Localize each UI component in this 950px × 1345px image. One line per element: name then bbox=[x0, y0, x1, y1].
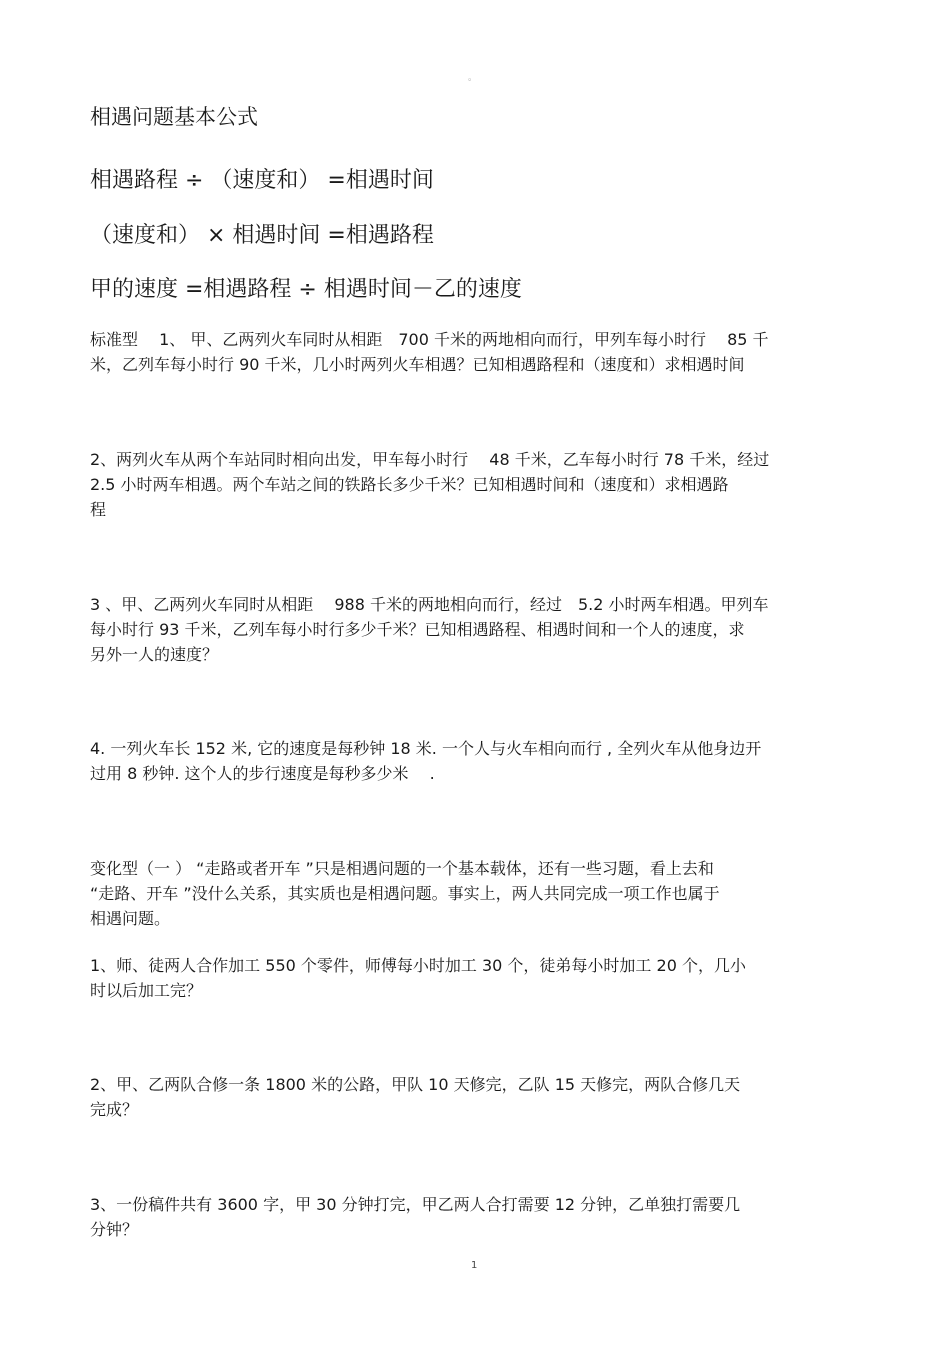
page-number: 1 bbox=[471, 1260, 478, 1271]
problem-line: 分钟？ bbox=[90, 1220, 139, 1239]
standard-problem-1 bbox=[90, 327, 860, 377]
problem-line: 2、甲、乙两队合修一条 1800 米的公路，甲队 10 天修完，乙队 15 天修完，两队合修几天 bbox=[90, 1075, 741, 1094]
variation-problem-3 bbox=[90, 1192, 860, 1242]
problem-line: 时以后加工完？ bbox=[90, 981, 203, 1000]
formula-speed-of-a: 甲的速度 =相遇路程 ÷ 相遇时间－乙的速度 bbox=[90, 277, 522, 302]
problem-line: 3、一份稿件共有 3600 字，甲 30 分钟打完，甲乙两人合打需要 12 分钟，乙单独打需要几 bbox=[90, 1195, 741, 1214]
variation-intro bbox=[90, 856, 860, 931]
problem-line: 每小时行 93 千米，乙列车每小时行多少千米？已知相遇路程、相遇时间和一个人的速度，求 bbox=[90, 620, 745, 639]
standard-problem-2 bbox=[90, 447, 860, 522]
problem-line: “走路、开车 ”没什么关系，其实质也是相遇问题。事实上，两人共同完成一项工作也属于 bbox=[90, 884, 720, 903]
problem-line: 相遇问题。 bbox=[90, 909, 171, 928]
document-title: 相遇问题基本公式 bbox=[90, 105, 258, 129]
problem-line: 标准型 1、 甲、乙两列火车同时从相距 700 千米的两地相向而行，甲列车每小时行 85 千 bbox=[90, 330, 769, 349]
problem-line: 变化型（一 ） “走路或者开车 ”只是相遇问题的一个基本载体，还有一些习题，看上去和 bbox=[90, 859, 714, 878]
formula-meeting-time: 相遇路程 ÷ （速度和） =相遇时间 bbox=[90, 168, 434, 193]
formula-meeting-distance: （速度和） × 相遇时间 =相遇路程 bbox=[90, 223, 434, 248]
problem-line: 2、两列火车从两个车站同时相向出发，甲车每小时行 48 千米，乙车每小时行 78 千米，经过 bbox=[90, 450, 770, 469]
problem-line: 过用 8 秒钟. 这个人的步行速度是每秒多少米 . bbox=[90, 764, 435, 783]
standard-problem-4 bbox=[90, 736, 860, 786]
top-mark: 。 bbox=[468, 73, 478, 83]
standard-problem-3 bbox=[90, 592, 860, 667]
problem-line: 另外一人的速度？ bbox=[90, 645, 219, 664]
problem-line: 2.5 小时两车相遇。两个车站之间的铁路长多少千米？已知相遇时间和（速度和）求相遇路 bbox=[90, 475, 729, 494]
problem-line: 完成？ bbox=[90, 1100, 139, 1119]
problem-line: 3 、甲、乙两列火车同时从相距 988 千米的两地相向而行，经过 5.2 小时两车相遇。甲列车 bbox=[90, 595, 769, 614]
variation-problem-2 bbox=[90, 1072, 860, 1122]
problem-line: 1、师、徒两人合作加工 550 个零件，师傅每小时加工 30 个，徒弟每小时加工 20 个，几小 bbox=[90, 956, 746, 975]
problem-line: 4. 一列火车长 152 米, 它的速度是每秒钟 18 米. 一个人与火车相向而行 , 全列火车从他身边开 bbox=[90, 739, 762, 758]
problem-line: 米，乙列车每小时行 90 千米，几小时两列火车相遇？已知相遇路程和（速度和）求相遇时间 bbox=[90, 355, 745, 374]
variation-problem-1 bbox=[90, 953, 860, 1003]
problem-line: 程 bbox=[90, 500, 107, 519]
